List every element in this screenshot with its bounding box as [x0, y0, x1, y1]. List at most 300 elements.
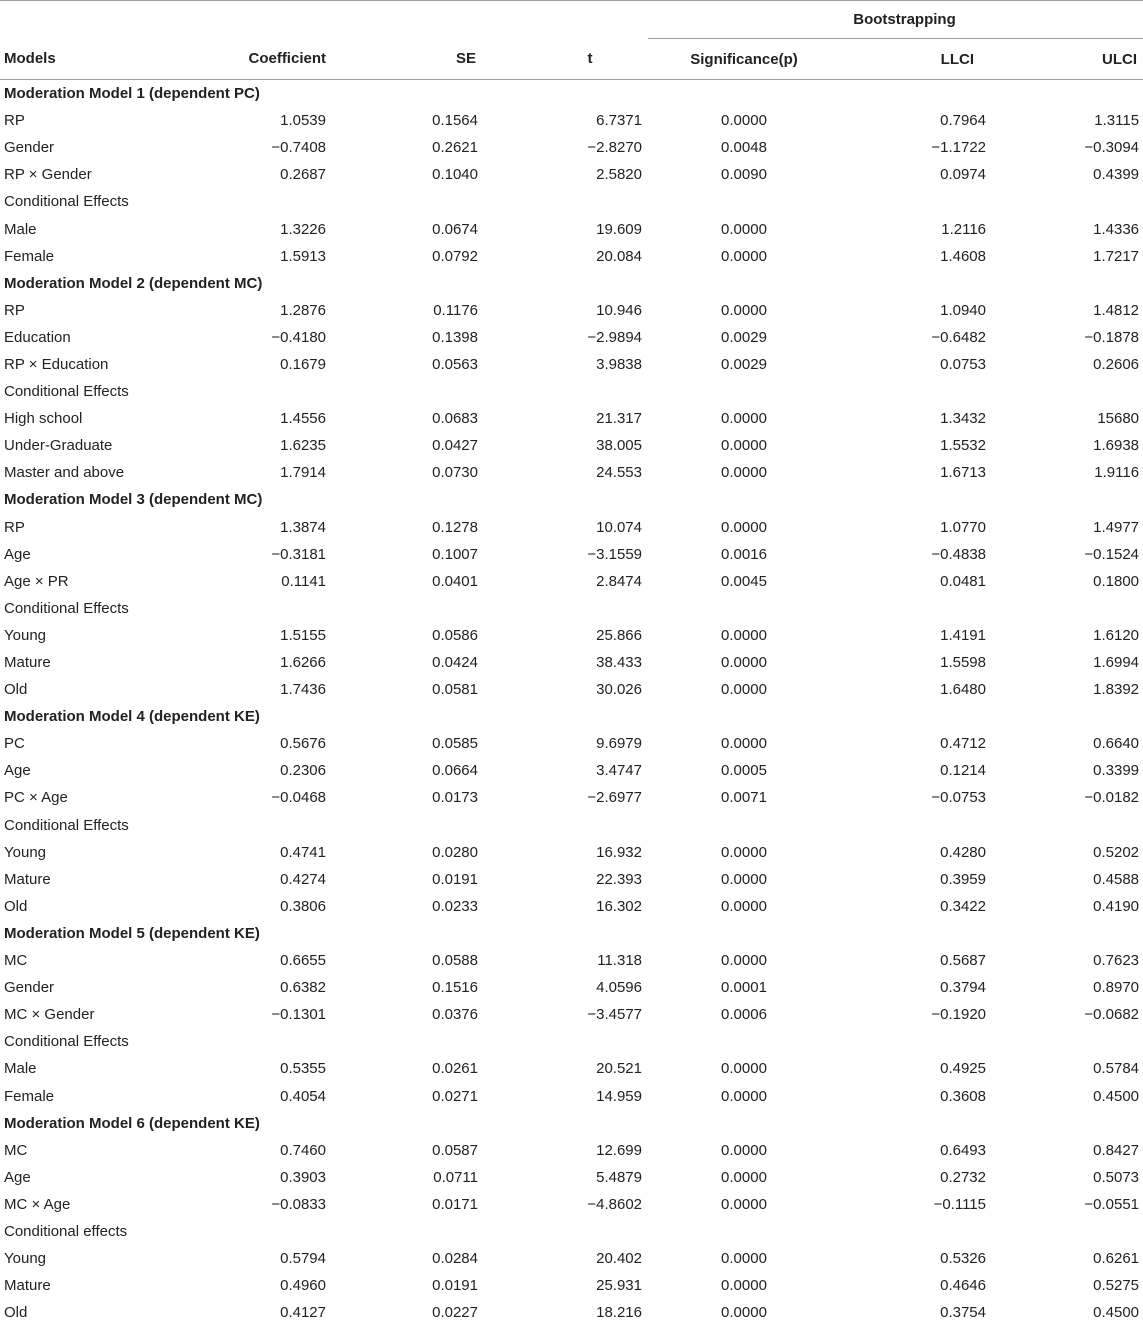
- row-label: Under-Graduate: [4, 437, 113, 455]
- coefficient-cell: 0.5355: [280, 1060, 326, 1078]
- ulci-cell: 0.7623: [1093, 952, 1140, 970]
- coefficient-cell: 1.7914: [280, 464, 326, 482]
- table-row: [0, 784, 1143, 811]
- se-cell: 0.1176: [433, 301, 478, 319]
- llci-cell: 1.4608: [940, 247, 986, 265]
- table-row: [0, 1299, 1143, 1326]
- table-row: [0, 1137, 1143, 1164]
- coefficient-cell: −0.0833: [271, 1195, 326, 1213]
- table-row: [0, 324, 1143, 351]
- coefficient-cell: 0.2306: [280, 762, 326, 780]
- ulci-cell: 0.4588: [1093, 870, 1140, 888]
- significance-cell: 0.0045: [721, 572, 767, 590]
- row-label: RP: [4, 301, 25, 319]
- ulci-cell: 1.6938: [1093, 437, 1140, 455]
- se-cell: 0.0586: [432, 626, 478, 644]
- table-row: [0, 866, 1143, 893]
- t-cell: [500, 188, 648, 215]
- row-label: MC × Age: [4, 1195, 71, 1213]
- ulci-cell: [1022, 188, 1143, 215]
- ulci-cell: 0.8970: [1093, 979, 1140, 997]
- ulci-cell: 1.9116: [1094, 464, 1140, 482]
- llci-cell: 0.0974: [940, 166, 986, 184]
- coefficient-cell: 1.6266: [280, 654, 326, 672]
- section-title: Moderation Model 2 (dependent MC): [4, 274, 263, 292]
- row-label: Old: [4, 897, 28, 915]
- se-cell: 0.0427: [432, 437, 478, 455]
- se-cell: 0.0227: [432, 1304, 478, 1322]
- se-cell: 0.0587: [432, 1141, 478, 1159]
- t-cell: −3.1559: [587, 545, 642, 563]
- row-label: Female: [4, 247, 55, 265]
- llci-cell: −0.1920: [931, 1006, 986, 1024]
- llci-cell: [840, 812, 1022, 839]
- llci-cell: 0.4712: [940, 735, 986, 753]
- ulci-cell: −0.1524: [1084, 545, 1140, 563]
- llci-cell: 0.4646: [940, 1277, 986, 1295]
- ulci-cell: 15680: [1097, 410, 1140, 428]
- row-label: Gender: [4, 979, 55, 997]
- row-label: RP × Education: [4, 355, 109, 373]
- table-row: [0, 134, 1143, 161]
- row-label: Male: [4, 220, 37, 238]
- coefficient-cell: [205, 595, 330, 622]
- ulci-cell: 0.4500: [1093, 1087, 1140, 1105]
- coefficient-cell: 0.4127: [280, 1304, 326, 1322]
- significance-cell: 0.0000: [721, 1168, 767, 1186]
- section-row: [0, 1110, 1143, 1137]
- t-cell: 6.7371: [596, 112, 642, 130]
- llci-cell: −0.4838: [931, 545, 986, 563]
- ulci-header: ULCI: [1022, 39, 1143, 80]
- t-cell: −2.6977: [587, 789, 642, 807]
- se-cell: 0.1564: [432, 112, 478, 130]
- table-row: [0, 812, 1143, 839]
- ulci-cell: 0.5073: [1093, 1168, 1140, 1186]
- se-cell: 0.0191: [432, 870, 478, 888]
- significance-cell: [648, 595, 840, 622]
- row-label: MC: [4, 952, 28, 970]
- t-cell: 2.5820: [596, 166, 642, 184]
- ulci-cell: 1.4336: [1093, 220, 1140, 238]
- row-label: Male: [4, 1060, 37, 1078]
- llci-cell: 1.6480: [940, 681, 986, 699]
- header-group-row: [0, 1, 1143, 39]
- se-cell: 0.0585: [432, 735, 478, 753]
- significance-cell: 0.0000: [721, 437, 767, 455]
- significance-cell: 0.0029: [721, 355, 767, 373]
- coefficient-cell: −0.1301: [271, 1006, 326, 1024]
- t-cell: 38.005: [596, 437, 642, 455]
- table-header: [0, 1, 1143, 80]
- bootstrapping-header: Bootstrapping: [648, 1, 1143, 39]
- ulci-cell: 1.4812: [1093, 301, 1140, 319]
- row-label: Old: [4, 1304, 28, 1322]
- llci-cell: 0.5687: [940, 952, 986, 970]
- row-label: Young: [4, 1250, 46, 1268]
- ulci-cell: [1022, 1028, 1143, 1055]
- coefficient-cell: 1.5155: [280, 626, 326, 644]
- llci-cell: 0.7964: [940, 112, 986, 130]
- table-row: [0, 188, 1143, 215]
- section-row: [0, 80, 1143, 108]
- section-title: Moderation Model 4 (dependent KE): [4, 708, 260, 726]
- table-row: [0, 378, 1143, 405]
- row-label: Female: [4, 1087, 55, 1105]
- t-cell: [500, 1218, 648, 1245]
- row-label: Master and above: [4, 464, 125, 482]
- se-cell: 0.0284: [432, 1250, 478, 1268]
- ulci-cell: 0.4399: [1093, 166, 1140, 184]
- ulci-cell: [1022, 812, 1143, 839]
- coefficient-cell: 0.4960: [280, 1277, 326, 1295]
- ulci-cell: 0.5275: [1093, 1277, 1140, 1295]
- se-cell: 0.1398: [432, 328, 478, 346]
- se-cell: 0.0401: [432, 572, 478, 590]
- se-cell: 0.0424: [432, 654, 478, 672]
- ulci-cell: 1.7217: [1093, 247, 1140, 265]
- table-row: [0, 839, 1143, 866]
- coefficient-cell: −0.4180: [271, 328, 326, 346]
- t-cell: 5.4879: [596, 1168, 642, 1186]
- significance-cell: 0.0090: [721, 166, 767, 184]
- table-row: [0, 1245, 1143, 1272]
- se-cell: 0.1278: [432, 518, 478, 536]
- coefficient-cell: 0.1679: [280, 355, 326, 373]
- se-cell: 0.1516: [432, 979, 478, 997]
- ulci-cell: −0.0551: [1084, 1195, 1140, 1213]
- coefficient-cell: 0.1141: [281, 572, 326, 590]
- significance-cell: 0.0000: [721, 518, 767, 536]
- t-header: t: [500, 39, 648, 80]
- se-cell: 0.0173: [432, 789, 478, 807]
- llci-cell: 0.2732: [940, 1168, 986, 1186]
- significance-cell: 0.0000: [721, 1060, 767, 1078]
- llci-cell: 1.4191: [940, 626, 986, 644]
- significance-cell: 0.0000: [721, 1141, 767, 1159]
- t-cell: −2.9894: [587, 328, 642, 346]
- t-cell: 10.074: [596, 518, 642, 536]
- table-row: [0, 215, 1143, 242]
- significance-cell: 0.0000: [721, 654, 767, 672]
- significance-cell: 0.0000: [721, 626, 767, 644]
- se-cell: 0.0683: [432, 410, 478, 428]
- section-title: Moderation Model 5 (dependent KE): [4, 924, 260, 942]
- ulci-cell: [1022, 1218, 1143, 1245]
- row-label: Conditional effects: [4, 1222, 128, 1240]
- ulci-cell: 0.3399: [1093, 762, 1140, 780]
- significance-cell: 0.0006: [721, 1006, 767, 1024]
- coefficient-cell: −0.0468: [271, 789, 326, 807]
- llci-cell: [840, 378, 1022, 405]
- row-label: RP: [4, 518, 25, 536]
- llci-cell: 0.3608: [940, 1087, 986, 1105]
- se-cell: 0.0664: [432, 762, 478, 780]
- llci-cell: [840, 1218, 1022, 1245]
- llci-cell: −0.1115: [933, 1195, 986, 1213]
- table-row: [0, 297, 1143, 324]
- row-label: RP × Gender: [4, 166, 92, 184]
- llci-header: LLCI: [840, 39, 1022, 80]
- table-row: [0, 947, 1143, 974]
- ulci-cell: 1.8392: [1093, 681, 1140, 699]
- significance-cell: [648, 188, 840, 215]
- ulci-cell: 1.4977: [1093, 518, 1140, 536]
- row-label: Conditional Effects: [4, 383, 129, 401]
- table-row: [0, 730, 1143, 757]
- llci-cell: 0.5326: [940, 1250, 986, 1268]
- se-cell: 0.0171: [432, 1195, 478, 1213]
- llci-cell: 0.6493: [940, 1141, 986, 1159]
- ulci-cell: 1.6994: [1093, 654, 1140, 672]
- significance-cell: 0.0000: [721, 1277, 767, 1295]
- ulci-cell: −0.0682: [1084, 1006, 1140, 1024]
- se-cell: [330, 188, 500, 215]
- t-cell: 20.402: [596, 1250, 642, 1268]
- coefficient-cell: [205, 812, 330, 839]
- row-label: Age: [4, 545, 31, 563]
- section-row: [0, 703, 1143, 730]
- coefficient-cell: 0.5794: [280, 1250, 326, 1268]
- section-title: Moderation Model 6 (dependent KE): [4, 1114, 260, 1132]
- t-cell: 12.699: [596, 1141, 642, 1159]
- table-row: [0, 1272, 1143, 1299]
- coefficient-cell: −0.3181: [271, 545, 326, 563]
- coefficient-cell: 0.6655: [280, 952, 326, 970]
- coefficient-cell: [205, 1218, 330, 1245]
- table-row: [0, 459, 1143, 486]
- t-cell: 21.317: [596, 410, 642, 428]
- table-row: [0, 568, 1143, 595]
- t-cell: 2.8474: [596, 572, 642, 590]
- llci-cell: 0.0481: [940, 572, 986, 590]
- table-row: [0, 649, 1143, 676]
- llci-cell: 1.0770: [940, 518, 986, 536]
- t-cell: 3.4747: [596, 762, 642, 780]
- se-cell: 0.0581: [432, 681, 478, 699]
- t-cell: −3.4577: [587, 1006, 642, 1024]
- se-cell: [330, 1218, 500, 1245]
- row-label: Conditional Effects: [4, 599, 129, 617]
- t-cell: 18.216: [596, 1304, 642, 1322]
- column-header-row: [0, 39, 1143, 80]
- se-header: SE: [330, 39, 500, 80]
- llci-cell: 1.5598: [940, 654, 986, 672]
- llci-cell: 0.3794: [940, 979, 986, 997]
- llci-cell: 0.1214: [940, 762, 986, 780]
- t-cell: 25.866: [596, 626, 642, 644]
- ulci-cell: 1.3115: [1094, 112, 1140, 130]
- t-cell: 19.609: [596, 220, 642, 238]
- table-row: [0, 1028, 1143, 1055]
- significance-cell: 0.0000: [721, 112, 767, 130]
- row-label: Old: [4, 681, 28, 699]
- coefficient-cell: 0.3903: [280, 1168, 326, 1186]
- t-cell: [500, 1028, 648, 1055]
- se-cell: 0.2621: [432, 139, 478, 157]
- coefficient-cell: 0.4274: [280, 870, 326, 888]
- se-cell: 0.0376: [432, 1006, 478, 1024]
- coefficient-cell: 1.2876: [280, 301, 326, 319]
- ulci-cell: 0.6261: [1093, 1250, 1140, 1268]
- t-cell: 4.0596: [596, 979, 642, 997]
- se-cell: 0.0233: [432, 897, 478, 915]
- llci-cell: 1.0940: [940, 301, 986, 319]
- coefficient-cell: [205, 378, 330, 405]
- significance-cell: 0.0071: [721, 789, 767, 807]
- se-cell: 0.1040: [432, 166, 478, 184]
- significance-cell: 0.0000: [721, 220, 767, 238]
- section-row: [0, 920, 1143, 947]
- ulci-cell: 0.4190: [1093, 897, 1140, 915]
- coefficient-cell: 0.3806: [280, 897, 326, 915]
- significance-cell: [648, 378, 840, 405]
- llci-cell: 1.2116: [941, 220, 986, 238]
- ulci-cell: 0.1800: [1093, 572, 1140, 590]
- coefficient-cell: 0.6382: [280, 979, 326, 997]
- t-cell: 10.946: [596, 301, 642, 319]
- t-cell: 30.026: [596, 681, 642, 699]
- llci-cell: −0.6482: [931, 328, 986, 346]
- se-cell: 0.0730: [432, 464, 478, 482]
- ulci-cell: 0.5784: [1093, 1060, 1140, 1078]
- coefficient-cell: 1.3874: [280, 518, 326, 536]
- row-label: RP: [4, 112, 25, 130]
- table-row: [0, 1191, 1143, 1218]
- row-label: Mature: [4, 654, 51, 672]
- coefficient-cell: 0.4741: [280, 843, 326, 861]
- ulci-cell: [1022, 378, 1143, 405]
- se-cell: [330, 1028, 500, 1055]
- significance-cell: 0.0001: [721, 979, 767, 997]
- row-label: High school: [4, 410, 83, 428]
- coefficient-header: Coefficient: [205, 39, 330, 80]
- t-cell: 20.084: [596, 247, 642, 265]
- table-row: [0, 243, 1143, 270]
- llci-cell: −0.0753: [931, 789, 986, 807]
- section-row: [0, 270, 1143, 297]
- llci-cell: 0.3754: [940, 1304, 986, 1322]
- llci-cell: 0.3959: [940, 870, 986, 888]
- se-cell: [330, 595, 500, 622]
- ulci-cell: 0.6640: [1093, 735, 1140, 753]
- llci-cell: 0.0753: [940, 355, 986, 373]
- coefficient-cell: 1.6235: [280, 437, 326, 455]
- row-label: Mature: [4, 1277, 51, 1295]
- section-row: [0, 486, 1143, 513]
- coefficient-cell: 1.3226: [280, 220, 326, 238]
- t-cell: 20.521: [596, 1060, 642, 1078]
- ulci-cell: −0.1878: [1084, 328, 1140, 346]
- coefficient-cell: −0.7408: [271, 139, 326, 157]
- t-cell: 16.302: [596, 897, 642, 915]
- table-row: [0, 595, 1143, 622]
- significance-cell: 0.0000: [721, 1304, 767, 1322]
- table-row: [0, 1082, 1143, 1109]
- table-row: [0, 676, 1143, 703]
- header-spacer: [0, 1, 648, 39]
- se-cell: 0.0191: [432, 1277, 478, 1295]
- ulci-cell: 0.8427: [1093, 1141, 1140, 1159]
- row-label: Conditional Effects: [4, 1033, 129, 1051]
- significance-cell: 0.0048: [721, 139, 767, 157]
- table-row: [0, 541, 1143, 568]
- table-row: [0, 1001, 1143, 1028]
- se-cell: 0.0588: [432, 952, 478, 970]
- llci-cell: 0.4925: [940, 1060, 986, 1078]
- section-title: Moderation Model 1 (dependent PC): [4, 85, 260, 103]
- coefficient-cell: 1.4556: [280, 410, 326, 428]
- row-label: Young: [4, 626, 46, 644]
- coefficient-cell: 0.7460: [280, 1141, 326, 1159]
- t-cell: 16.932: [596, 843, 642, 861]
- table-row: [0, 974, 1143, 1001]
- t-cell: 9.6979: [596, 735, 642, 753]
- t-cell: −4.8602: [587, 1195, 642, 1213]
- t-cell: [500, 812, 648, 839]
- significance-cell: 0.0000: [721, 1087, 767, 1105]
- significance-cell: [648, 1028, 840, 1055]
- table-row: [0, 514, 1143, 541]
- se-cell: 0.0792: [432, 247, 478, 265]
- t-cell: 38.433: [596, 654, 642, 672]
- table-row: [0, 893, 1143, 920]
- significance-cell: 0.0000: [721, 1250, 767, 1268]
- ulci-cell: 0.5202: [1093, 843, 1140, 861]
- se-cell: 0.0261: [432, 1060, 478, 1078]
- llci-cell: 1.3432: [940, 410, 986, 428]
- significance-cell: 0.0000: [721, 410, 767, 428]
- table-row: [0, 107, 1143, 134]
- se-cell: 0.0563: [432, 355, 478, 373]
- table-row: [0, 1218, 1143, 1245]
- llci-cell: −1.1722: [931, 139, 986, 157]
- row-label: Age × PR: [4, 572, 69, 590]
- coefficient-cell: 1.5913: [280, 247, 326, 265]
- ulci-cell: 0.2606: [1093, 355, 1140, 373]
- ulci-cell: 0.4500: [1093, 1304, 1140, 1322]
- significance-cell: 0.0000: [721, 301, 767, 319]
- significance-cell: 0.0000: [721, 843, 767, 861]
- coefficient-cell: 1.7436: [280, 681, 326, 699]
- se-cell: 0.1007: [432, 545, 478, 563]
- row-label: Education: [4, 328, 71, 346]
- llci-cell: 1.5532: [940, 437, 986, 455]
- t-cell: −2.8270: [587, 139, 642, 157]
- table-row: [0, 405, 1143, 432]
- coefficient-cell: [205, 188, 330, 215]
- significance-cell: [648, 812, 840, 839]
- se-cell: [330, 378, 500, 405]
- row-label: PC: [4, 735, 25, 753]
- t-cell: 24.553: [596, 464, 642, 482]
- ulci-cell: 1.6120: [1093, 626, 1140, 644]
- significance-cell: 0.0016: [721, 545, 767, 563]
- coefficient-cell: 0.5676: [280, 735, 326, 753]
- se-cell: 0.0271: [432, 1087, 478, 1105]
- coefficient-cell: 0.4054: [280, 1087, 326, 1105]
- llci-cell: 0.4280: [940, 843, 986, 861]
- coefficient-cell: 0.2687: [280, 166, 326, 184]
- table-row: [0, 432, 1143, 459]
- llci-cell: 0.3422: [940, 897, 986, 915]
- table-row: [0, 351, 1143, 378]
- row-label: Mature: [4, 870, 51, 888]
- models-header: Models: [0, 39, 205, 80]
- significance-cell: [648, 1218, 840, 1245]
- row-label: PC × Age: [4, 789, 68, 807]
- t-cell: 25.931: [596, 1277, 642, 1295]
